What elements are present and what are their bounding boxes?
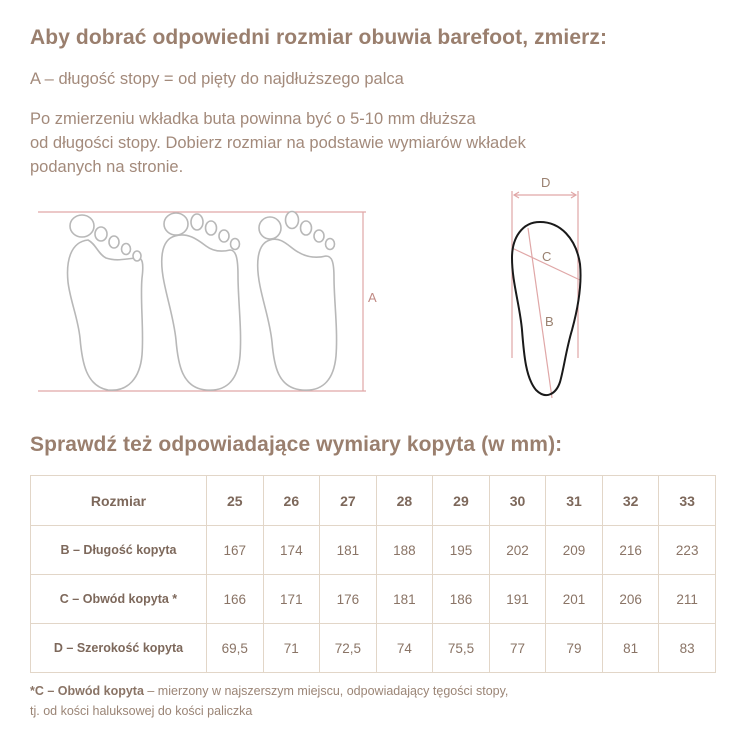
table-cell: 71 bbox=[263, 624, 320, 673]
table-row bbox=[31, 575, 716, 624]
table-cell: 72,5 bbox=[320, 624, 377, 673]
table-cell: 191 bbox=[489, 575, 546, 624]
table-cell: 75,5 bbox=[433, 624, 490, 673]
foot-outline-icon bbox=[258, 212, 337, 391]
size-cell: 32 bbox=[602, 476, 659, 526]
paragraph-line: podanych na stronie. bbox=[30, 158, 184, 176]
insole-outline-icon bbox=[512, 222, 581, 395]
label-d: D bbox=[541, 175, 551, 190]
table-cell: 181 bbox=[320, 526, 377, 575]
table-cell: 74 bbox=[376, 624, 433, 673]
section-title: Sprawdź też odpowiadające wymiary kopyta (w mm): bbox=[30, 433, 563, 456]
table-cell: 188 bbox=[376, 526, 433, 575]
size-cell: 28 bbox=[376, 476, 433, 526]
table-header-row bbox=[31, 476, 716, 526]
table-cell: 83 bbox=[659, 624, 716, 673]
size-cell: 29 bbox=[433, 476, 490, 526]
size-table bbox=[30, 475, 716, 673]
row-label: C – Obwód kopyta * bbox=[31, 575, 207, 624]
footnote-line bbox=[30, 684, 508, 698]
table-cell: 186 bbox=[433, 575, 490, 624]
size-cell: 27 bbox=[320, 476, 377, 526]
foot-outline-icon bbox=[68, 215, 143, 390]
table-cell: 211 bbox=[659, 575, 716, 624]
measure-definition: A – długość stopy = od pięty do najdłuższego palca bbox=[30, 70, 404, 88]
size-cell: 33 bbox=[659, 476, 716, 526]
table-row bbox=[31, 624, 716, 673]
table-cell: 223 bbox=[659, 526, 716, 575]
footnote-term: *C – Obwód kopyta bbox=[30, 684, 144, 698]
size-cell: 31 bbox=[546, 476, 603, 526]
table-cell: 206 bbox=[602, 575, 659, 624]
table-row bbox=[31, 526, 716, 575]
table-cell: 171 bbox=[263, 575, 320, 624]
table-cell: 202 bbox=[489, 526, 546, 575]
table-cell: 216 bbox=[602, 526, 659, 575]
size-cell: 25 bbox=[207, 476, 264, 526]
footnote-text: – mierzony w najszerszym miejscu, odpowiadający tęgości stopy, bbox=[143, 684, 509, 698]
row-label: D – Szerokość kopyta bbox=[31, 624, 207, 673]
label-a: A bbox=[368, 290, 377, 305]
page-title: Aby dobrać odpowiedni rozmiar obuwia barefoot, zmierz: bbox=[30, 26, 608, 49]
table-cell: 181 bbox=[376, 575, 433, 624]
footnote-line: tj. od kości haluksowej do kości paliczka bbox=[30, 704, 253, 718]
label-b: B bbox=[545, 314, 554, 329]
table-cell: 195 bbox=[433, 526, 490, 575]
table-cell: 69,5 bbox=[207, 624, 264, 673]
table-cell: 176 bbox=[320, 575, 377, 624]
header-label: Rozmiar bbox=[31, 476, 207, 526]
table-cell: 174 bbox=[263, 526, 320, 575]
size-cell: 26 bbox=[263, 476, 320, 526]
table-cell: 77 bbox=[489, 624, 546, 673]
table-cell: 209 bbox=[546, 526, 603, 575]
table-cell: 167 bbox=[207, 526, 264, 575]
paragraph-line: od długości stopy. Dobierz rozmiar na podstawie wymiarów wkładek bbox=[30, 134, 526, 152]
label-c: C bbox=[542, 249, 552, 264]
size-cell: 30 bbox=[489, 476, 546, 526]
foot-outline-icon bbox=[162, 213, 241, 390]
row-label: B – Długość kopyta bbox=[31, 526, 207, 575]
table-cell: 166 bbox=[207, 575, 264, 624]
paragraph-line: Po zmierzeniu wkładka buta powinna być o 5-10 mm dłuższa bbox=[30, 110, 476, 128]
table-cell: 81 bbox=[602, 624, 659, 673]
table-cell: 201 bbox=[546, 575, 603, 624]
table-cell: 79 bbox=[546, 624, 603, 673]
